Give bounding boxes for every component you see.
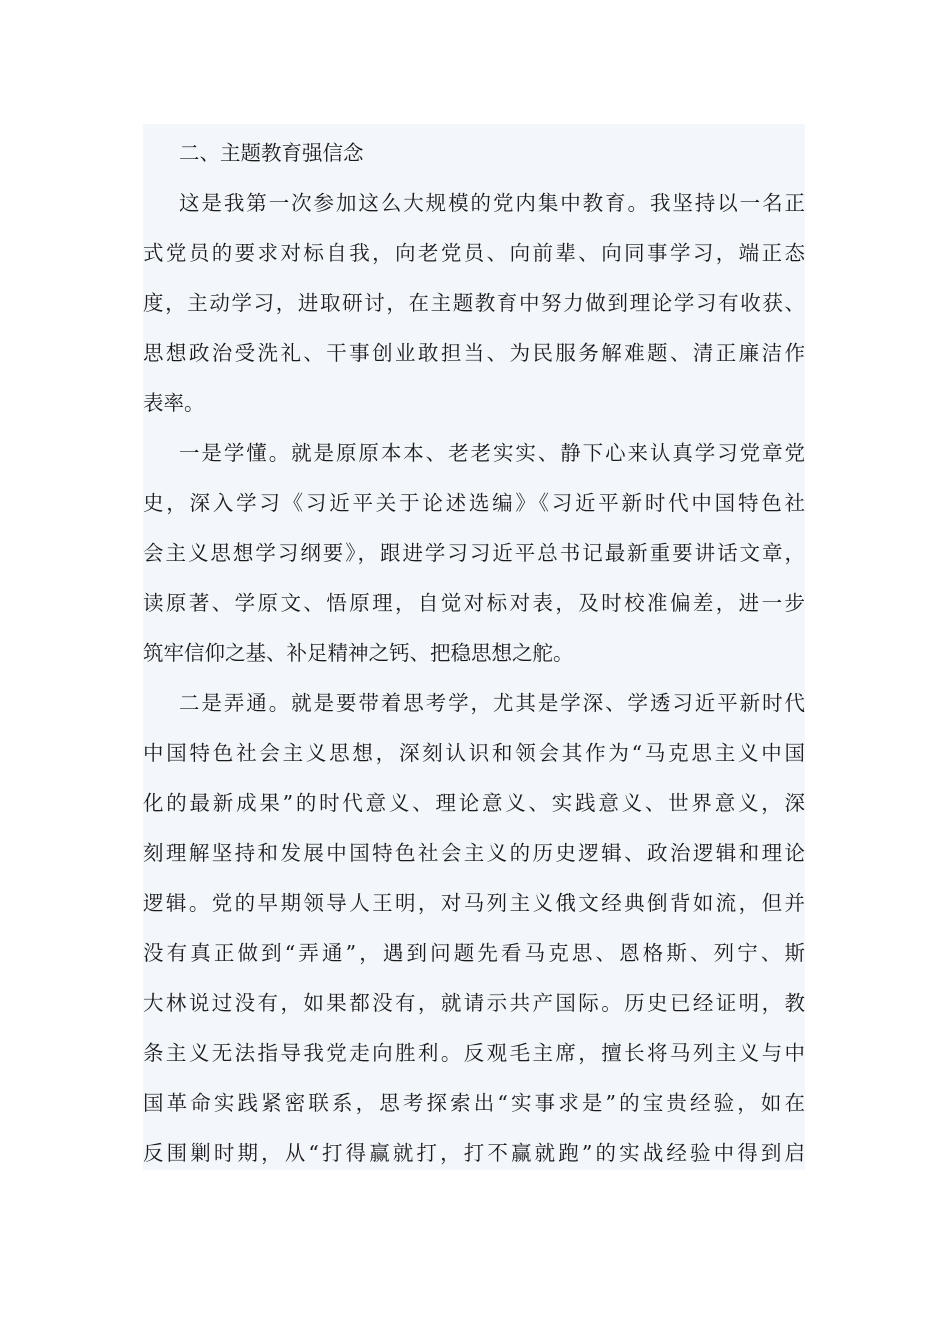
text-line: 大林说过没有，如果都没有，就请示共产国际。历史已经证明，教 [143, 991, 805, 1015]
text-line: 读原著、学原文、悟原理，自觉对标对表，及时校准偏差，进一步 [143, 591, 805, 615]
text-line: 史，深入学习《习近平关于论述选编》《习近平新时代中国特色社 [143, 491, 805, 515]
text-line: 一是学懂。就是原原本本、老老实实、静下心来认真学习党章党 [179, 441, 805, 465]
text-line: 筑牢信仰之基、补足精神之钙、把稳思想之舵。 [143, 641, 574, 665]
text-line: 二、主题教育强信念 [179, 141, 364, 165]
text-line: 度，主动学习，进取研讨，在主题教育中努力做到理论学习有收获、 [143, 291, 805, 315]
text-line: 表率。 [143, 391, 205, 415]
text-line: 反围剿时期，从“打得赢就打，打不赢就跑”的实战经验中得到启 [143, 1141, 805, 1165]
text-line: 刻理解坚持和发展中国特色社会主义的历史逻辑、政治逻辑和理论 [143, 841, 805, 865]
text-line: 二是弄通。就是要带着思考学，尤其是学深、学透习近平新时代 [179, 691, 805, 715]
text-line: 条主义无法指导我党走向胜利。反观毛主席，擅长将马列主义与中 [143, 1041, 805, 1065]
text-line: 式党员的要求对标自我，向老党员、向前辈、向同事学习，端正态 [143, 241, 805, 265]
text-line: 国革命实践紧密联系，思考探索出“实事求是”的宝贵经验，如在 [143, 1091, 805, 1115]
text-block [143, 124, 805, 1170]
text-line: 思想政治受洗礼、干事创业敢担当、为民服务解难题、清正廉洁作 [143, 341, 805, 365]
text-line: 逻辑。党的早期领导人王明，对马列主义俄文经典倒背如流，但并 [143, 891, 805, 915]
text-line: 没有真正做到“弄通”，遇到问题先看马克思、恩格斯、列宁、斯 [143, 941, 805, 965]
text-line: 中国特色社会主义思想，深刻认识和领会其作为“马克思主义中国 [143, 741, 805, 765]
text-line: 这是我第一次参加这么大规模的党内集中教育。我坚持以一名正 [179, 191, 805, 215]
text-line: 会主义思想学习纲要》，跟进学习习近平总书记最新重要讲话文章， [143, 541, 805, 565]
text-line: 化的最新成果”的时代意义、理论意义、实践意义、世界意义，深 [143, 791, 805, 815]
